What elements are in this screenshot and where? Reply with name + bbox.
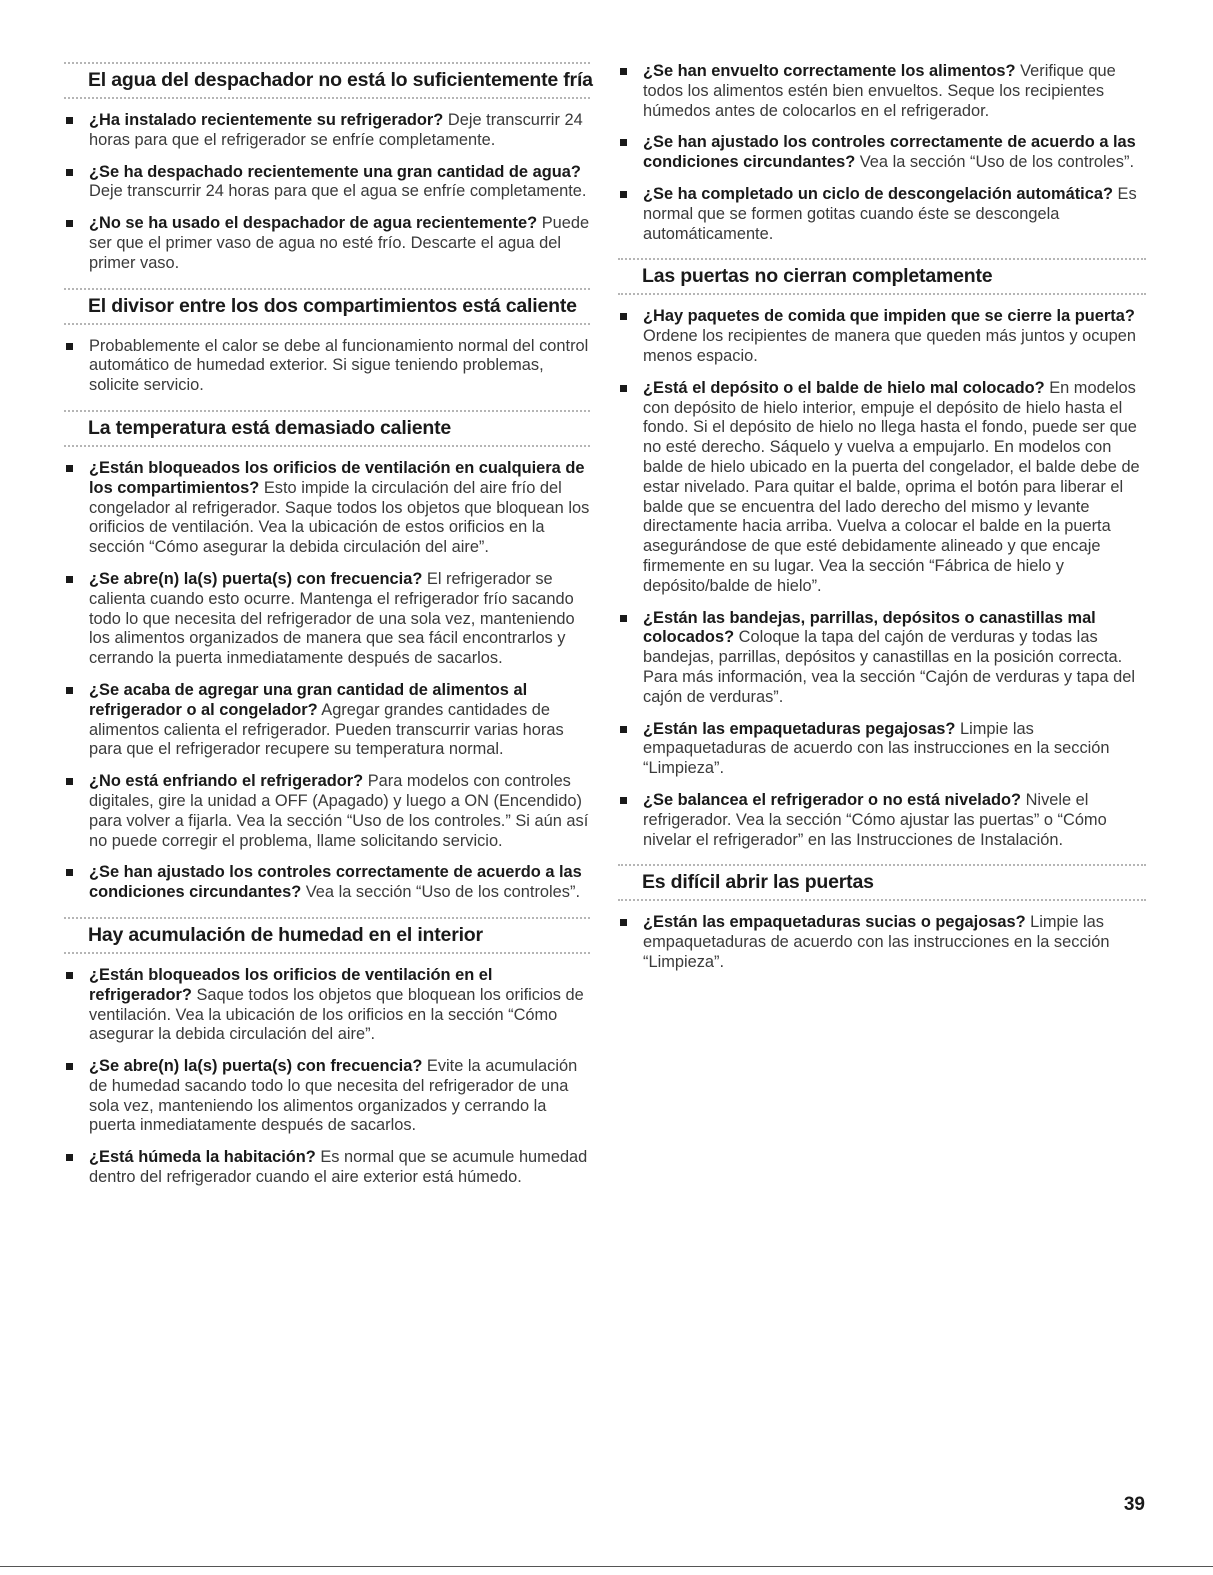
item-answer: Deje transcurrir 24 horas para que el agua se enfríe completamente. [89, 182, 587, 201]
item-answer: Probablemente el calor se debe al funcionamiento normal del control automático de humedad exterior. Si sigue teniendo problemas, solicite servicio. [89, 336, 589, 395]
item-list [64, 966, 590, 1188]
list-item [64, 863, 590, 903]
list-item [64, 1148, 590, 1188]
list-item [618, 609, 1146, 708]
list-item [64, 214, 590, 273]
square-bullet-icon [66, 869, 73, 876]
square-bullet-icon [66, 972, 73, 979]
item-answer: Saque todos los objetos que bloquean los orificios de ventilación. Vea la ubicación de los orificios en la sección “Cómo asegurar la debida circulación del aire”. [89, 985, 584, 1044]
square-bullet-icon [620, 385, 627, 392]
square-bullet-icon [66, 1063, 73, 1070]
item-question: ¿Se abre(n) la(s) puerta(s) con frecuencia? [89, 569, 423, 588]
section-heading: El divisor entre los dos compartimientos está caliente [64, 288, 590, 325]
section [64, 410, 590, 903]
item-answer: Limpie las empaquetaduras de acuerdo con las instrucciones en la sección “Limpieza”. [643, 913, 1110, 971]
item-answer: Evite la acumulación de humedad sacando todo lo que necesita del refrigerador de una sola vez, manteniendo los alimentos organizados y cerrando la puerta inmediatamente después de sacarlos. [89, 1057, 578, 1135]
list-item [618, 62, 1146, 121]
item-answer: En modelos con depósito de hielo interior, empuje el depósito de hielo hasta el fondo. Si el depósito de hielo no llega hasta el fondo, puede ser que no esté derecho. Sáquelo y vuelva a empujarlo. En modelos con balde de hielo ubicado en la puerta del congelador, el balde debe de estar nivelado. Para quitar el balde, oprima el botón para liberar el balde que se encuentra del lado derecho del mismo y levante directamente hacia arriba. Vuelva a colocar el balde en la puerta asegurándose de que esté debidamente alineado y que encaje firmemente en su lugar. Vea la sección “Fábrica de hielo y depósito/balde de hielo”. [643, 378, 1140, 595]
square-bullet-icon [66, 343, 73, 350]
square-bullet-icon [66, 687, 73, 694]
square-bullet-icon [66, 1154, 73, 1161]
left-column [64, 62, 593, 1202]
square-bullet-icon [620, 68, 627, 75]
item-list [618, 307, 1146, 850]
right-sections [618, 258, 1146, 972]
item-question: ¿Se abre(n) la(s) puerta(s) con frecuencia? [89, 1057, 423, 1076]
item-list [618, 913, 1146, 972]
square-bullet-icon [66, 465, 73, 472]
bottom-rule [0, 1566, 1213, 1567]
item-answer: Deje transcurrir 24 horas para que el refrigerador se enfríe completamente. [89, 111, 583, 149]
list-item [64, 163, 590, 203]
item-answer: Vea la sección “Uso de los controles”. [301, 883, 580, 902]
item-question: ¿Se ha despachado recientemente una gran cantidad de agua? [89, 162, 581, 181]
item-question: ¿No está enfriando el refrigerador? [89, 772, 364, 791]
square-bullet-icon [620, 191, 627, 198]
item-question: ¿Están las empaquetaduras sucias o pegajosas? [643, 913, 1026, 932]
item-question: ¿Está el depósito o el balde de hielo mal colocado? [643, 378, 1045, 397]
list-item [64, 337, 590, 396]
section [64, 62, 593, 274]
section [618, 864, 1146, 972]
list-item [64, 570, 590, 669]
list-item [64, 459, 590, 558]
item-question: ¿Está húmeda la habitación? [89, 1148, 316, 1167]
list-item [618, 307, 1146, 366]
square-bullet-icon [66, 576, 73, 583]
item-list [64, 459, 590, 903]
square-bullet-icon [66, 169, 73, 176]
item-answer: Nivele el refrigerador. Vea la sección “Cómo ajustar las puertas” o “Cómo nivelar el refrigerador” en las Instrucciones de Instalación. [643, 790, 1107, 849]
list-item [618, 379, 1146, 597]
section-heading: Es difícil abrir las puertas [618, 864, 1146, 901]
list-item [64, 772, 590, 851]
item-question: ¿Están bloqueados los orificios de ventilación en el refrigerador? [89, 965, 493, 1004]
item-question: ¿Se ha completado un ciclo de descongelación automática? [643, 184, 1113, 203]
list-item [618, 185, 1146, 244]
section-heading: Las puertas no cierran completamente [618, 258, 1146, 295]
item-answer: Ordene los recipientes de manera que queden más juntos y ocupen menos espacio. [643, 327, 1136, 365]
item-question: ¿Ha instalado recientemente su refrigerador? [89, 111, 444, 129]
section [64, 917, 590, 1188]
continued-list [618, 62, 1146, 244]
section-heading: La temperatura está demasiado caliente [64, 410, 590, 447]
item-question: ¿Se han ajustado los controles correctamente de acuerdo a las condiciones circundantes? [643, 133, 1136, 172]
square-bullet-icon [66, 220, 73, 227]
section-heading: El agua del despachador no está lo suficientemente fría [64, 62, 590, 99]
list-item [618, 133, 1146, 173]
item-question: ¿Se han envuelto correctamente los alimentos? [643, 62, 1016, 80]
item-question: ¿Se balancea el refrigerador o no está nivelado? [643, 790, 1022, 809]
list-item [64, 966, 590, 1045]
square-bullet-icon [620, 726, 627, 733]
item-answer: Para modelos con controles digitales, gire la unidad a OFF (Apagado) y luego a ON (Encendido) para volver a fijarla. Vea la sección “Uso de los controles.” Si aún así no puede corregir el problema, llame solicitando servicio. [89, 772, 589, 850]
square-bullet-icon [66, 117, 73, 124]
item-question: ¿Se acaba de agregar una gran cantidad de alimentos al refrigerador o al congelador? [89, 680, 528, 719]
item-list [64, 337, 590, 396]
item-answer: Coloque la tapa del cajón de verduras y todas las bandejas, parrillas, depósitos y canastillas en la posición correcta. Para más información, vea la sección “Cajón de verduras y tapa del cajón de verduras”. [643, 628, 1135, 706]
square-bullet-icon [620, 313, 627, 320]
square-bullet-icon [66, 778, 73, 785]
item-answer: Es normal que se acumule humedad dentro del refrigerador cuando el aire exterior está húmedo. [89, 1148, 588, 1187]
item-answer: El refrigerador se calienta cuando esto ocurre. Mantenga el refrigerador frío sacando todo lo que necesita del refrigerador de una sola vez, manteniendo los alimentos organizados de manera que sea fácil encontrarlos y cerrando la puerta inmediatamente después de sacarlos. [89, 569, 575, 668]
item-question: ¿Se han ajustado los controles correctamente de acuerdo a las condiciones circundantes? [89, 863, 582, 902]
list-item [618, 720, 1146, 779]
right-column [618, 62, 1146, 987]
square-bullet-icon [620, 919, 627, 926]
item-answer: Verifique que todos los alimentos estén bien envueltos. Seque los recipientes húmedos antes de colocarlos en el refrigerador. [643, 62, 1116, 120]
list-item [64, 1057, 590, 1136]
square-bullet-icon [620, 797, 627, 804]
item-question: ¿Están las bandejas, parrillas, depósitos o canastillas mal colocados? [643, 608, 1096, 647]
item-answer: Agregar grandes cantidades de alimentos calienta el refrigerador. Pueden transcurrir varias horas para que el refrigerador recupere su temperatura normal. [89, 700, 564, 759]
list-item [618, 913, 1146, 972]
page-number: 39 [1123, 1494, 1145, 1515]
item-answer: Vea la sección “Uso de los controles”. [855, 153, 1134, 172]
list-item [618, 791, 1146, 850]
item-list [64, 111, 590, 274]
item-question: ¿Están las empaquetaduras pegajosas? [643, 719, 956, 738]
item-answer: Limpie las empaquetaduras de acuerdo con las instrucciones en la sección “Limpieza”. [643, 719, 1110, 778]
item-question: ¿No se ha usado el despachador de agua recientemente? [89, 214, 538, 233]
section [618, 258, 1146, 850]
list-item [64, 681, 590, 760]
item-question: ¿Hay paquetes de comida que impiden que se cierre la puerta? [643, 307, 1135, 326]
section-heading: Hay acumulación de humedad en el interior [64, 917, 590, 954]
item-answer: Puede ser que el primer vaso de agua no esté frío. Descarte el agua del primer vaso. [89, 214, 590, 272]
item-question: ¿Están bloqueados los orificios de ventilación en cualquiera de los compartimientos? [89, 458, 585, 497]
square-bullet-icon [620, 139, 627, 146]
item-answer: Es normal que se formen gotitas cuando éste se descongela automáticamente. [643, 184, 1137, 243]
item-answer: Esto impide la circulación del aire frío del congelador al refrigerador. Saque todos los objetos que bloquean los orificios de ventilación. Vea la ubicación de estos orificios en la sección “Cómo asegurar la debida circulación del aire”. [89, 478, 590, 557]
list-item [64, 111, 590, 151]
section [64, 288, 590, 396]
square-bullet-icon [620, 615, 627, 622]
